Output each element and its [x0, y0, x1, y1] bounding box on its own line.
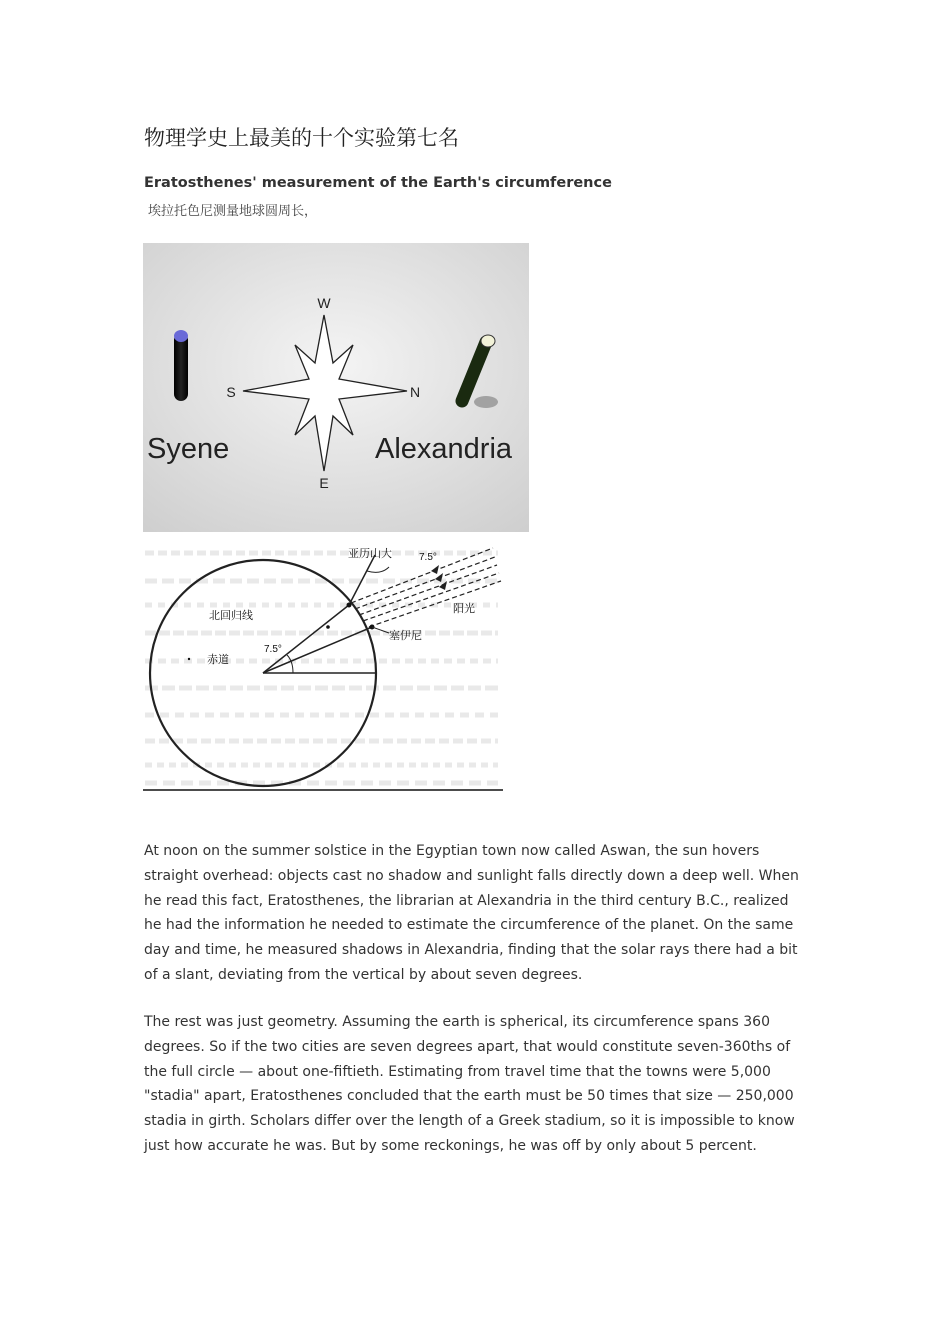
tropic-point [326, 625, 330, 629]
center-angle-label: 7.5° [264, 644, 282, 655]
alexandria-cn-label: 亚历山大 [348, 548, 392, 560]
article-subtitle: Eratosthenes' measurement of the Earth's circumference [144, 175, 612, 191]
page-title: 物理学史上最美的十个实验第七名 [144, 126, 459, 150]
equator-cn-label: 赤道 [207, 654, 229, 666]
article-subtitle-chinese: 埃拉托色尼测量地球圆周长， [148, 204, 318, 219]
alexandria-label: Alexandria [375, 433, 513, 465]
body-paragraph-2: The rest was just geometry. Assuming the earth is spherical, its circumference spans 360 degrees. So if the two cities are seven degrees apart, that would constitute seven-360ths of the full circle — about one-fiftieth. Estimating from travel time that the towns were 5,000 "stadia" apart, Eratosthenes concluded that the earth must be 50 times that size — 250,000 stadia in girth. Scholars differ over the length of a Greek stadium, so it is impossible to know just how accurate he was. But by some reckonings, he was off by only about 5 percent. [144, 1014, 795, 1154]
compass-east-label: E [319, 475, 329, 491]
top-angle-label: 7.5° [419, 552, 437, 563]
equator-mark [188, 658, 190, 660]
tropic-cn-label: 北回归线 [209, 610, 253, 622]
sunlight-cn-label: 阳光 [453, 603, 475, 615]
syene-cn-label: 塞伊尼 [389, 630, 422, 642]
compass-west-label: W [317, 295, 331, 311]
earth-geometry-diagram [143, 543, 503, 791]
syene-label: Syene [147, 433, 230, 465]
body-paragraph-1: At noon on the summer solstice in the Egyptian town now called Aswan, the sun hovers straight overhead: objects cast no shadow and sunlight falls directly down a deep well. When he read this fact, Eratosthenes, the librarian at Alexandria in the third century B.C., realized he had the information he needed to estimate the circumference of the planet. On the same day and time, he measured shadows in Alexandria, finding that the solar rays there had a bit of a slant, deviating from the vertical by about seven degrees. [144, 843, 799, 983]
compass-north-label: N [409, 384, 421, 400]
syene-alexandria-illustration [143, 243, 529, 532]
syene-stick [174, 330, 188, 401]
alexandria-point [347, 603, 352, 608]
compass-south-label: S [226, 384, 236, 400]
